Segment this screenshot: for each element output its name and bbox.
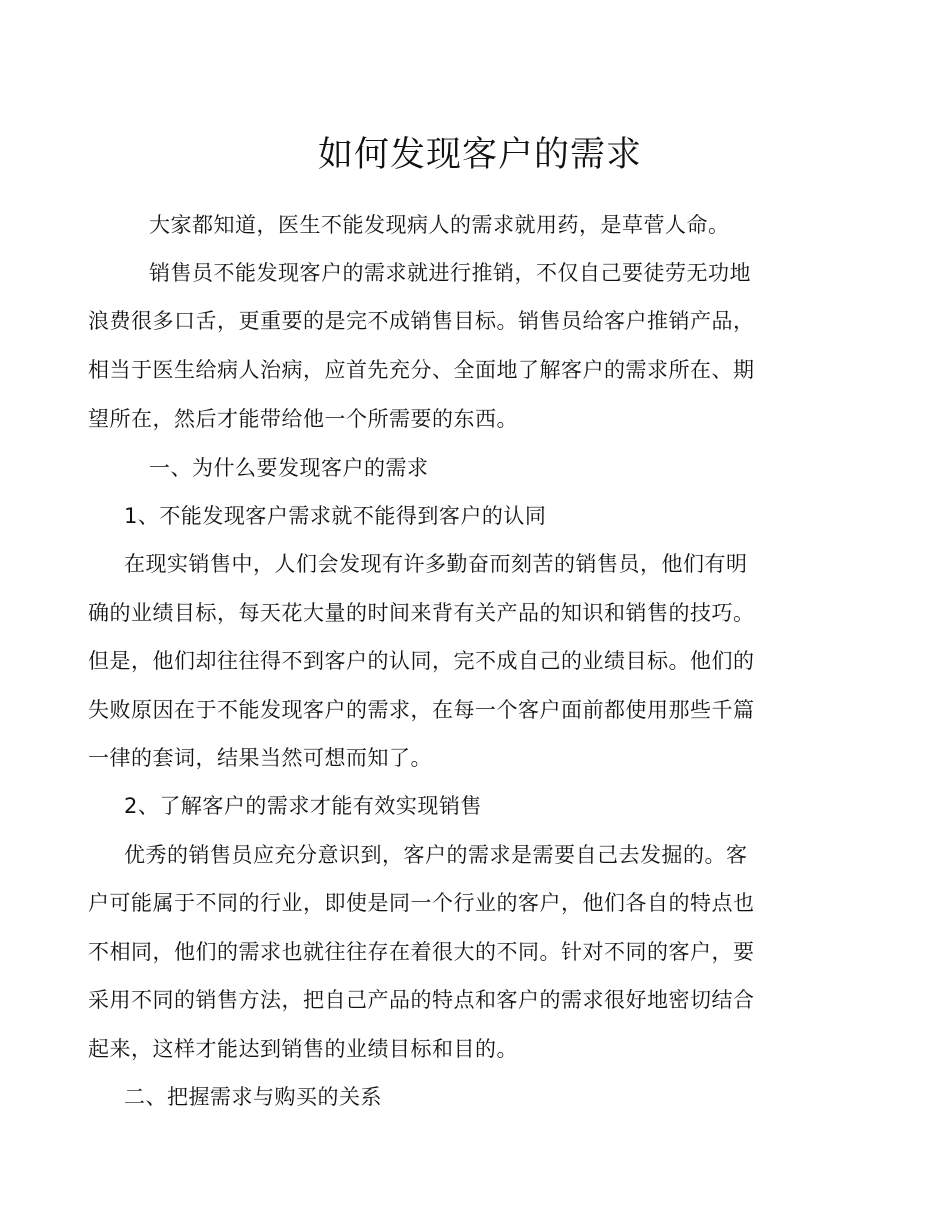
paragraph-line: 确的业绩目标，每天花大量的时间来背有关产品的知识和销售的技巧。 <box>88 601 755 625</box>
paragraph-line: 采用不同的销售方法，把自己产品的特点和客户的需求很好地密切结合 <box>88 988 755 1012</box>
section-heading: 一、为什么要发现客户的需求 <box>149 456 429 480</box>
paragraph-line: 失败原因在于不能发现客户的需求，在每一个客户面前都使用那些千篇 <box>88 698 755 722</box>
paragraph-line: 相当于医生给病人治病，应首先充分、全面地了解客户的需求所在、期 <box>88 358 755 382</box>
paragraph-line: 但是，他们却往往得不到客户的认同，完不成自己的业绩目标。他们的 <box>88 649 755 673</box>
paragraph-line: 大家都知道，医生不能发现病人的需求就用药，是草菅人命。 <box>149 213 730 237</box>
paragraph-line: 望所在，然后才能带给他一个所需要的东西。 <box>88 407 518 431</box>
section-heading: 二、把握需求与购买的关系 <box>124 1085 382 1109</box>
subsection-heading: 2、了解客户的需求才能有效实现销售 <box>124 794 482 818</box>
paragraph-line: 浪费很多口舌，更重要的是完不成销售目标。销售员给客户推销产品， <box>88 309 755 333</box>
paragraph-line: 一律的套词，结果当然可想而知了。 <box>88 746 432 770</box>
paragraph-line: 户可能属于不同的行业，即使是同一个行业的客户，他们各自的特点也 <box>88 891 755 915</box>
subsection-heading: 1、不能发现客户需求就不能得到客户的认同 <box>124 504 547 528</box>
paragraph-line: 起来，这样才能达到销售的业绩目标和目的。 <box>88 1037 518 1061</box>
paragraph-line: 不相同，他们的需求也就往往存在着很大的不同。针对不同的客户，要 <box>88 940 755 964</box>
paragraph-line: 销售员不能发现客户的需求就进行推销，不仅自己要徒劳无功地 <box>149 261 751 285</box>
document-title: 如何发现客户的需求 <box>317 135 642 175</box>
paragraph-line: 在现实销售中，人们会发现有许多勤奋而刻苦的销售员，他们有明 <box>124 552 748 576</box>
paragraph-line: 优秀的销售员应充分意识到，客户的需求是需要自己去发掘的。客 <box>124 843 748 867</box>
